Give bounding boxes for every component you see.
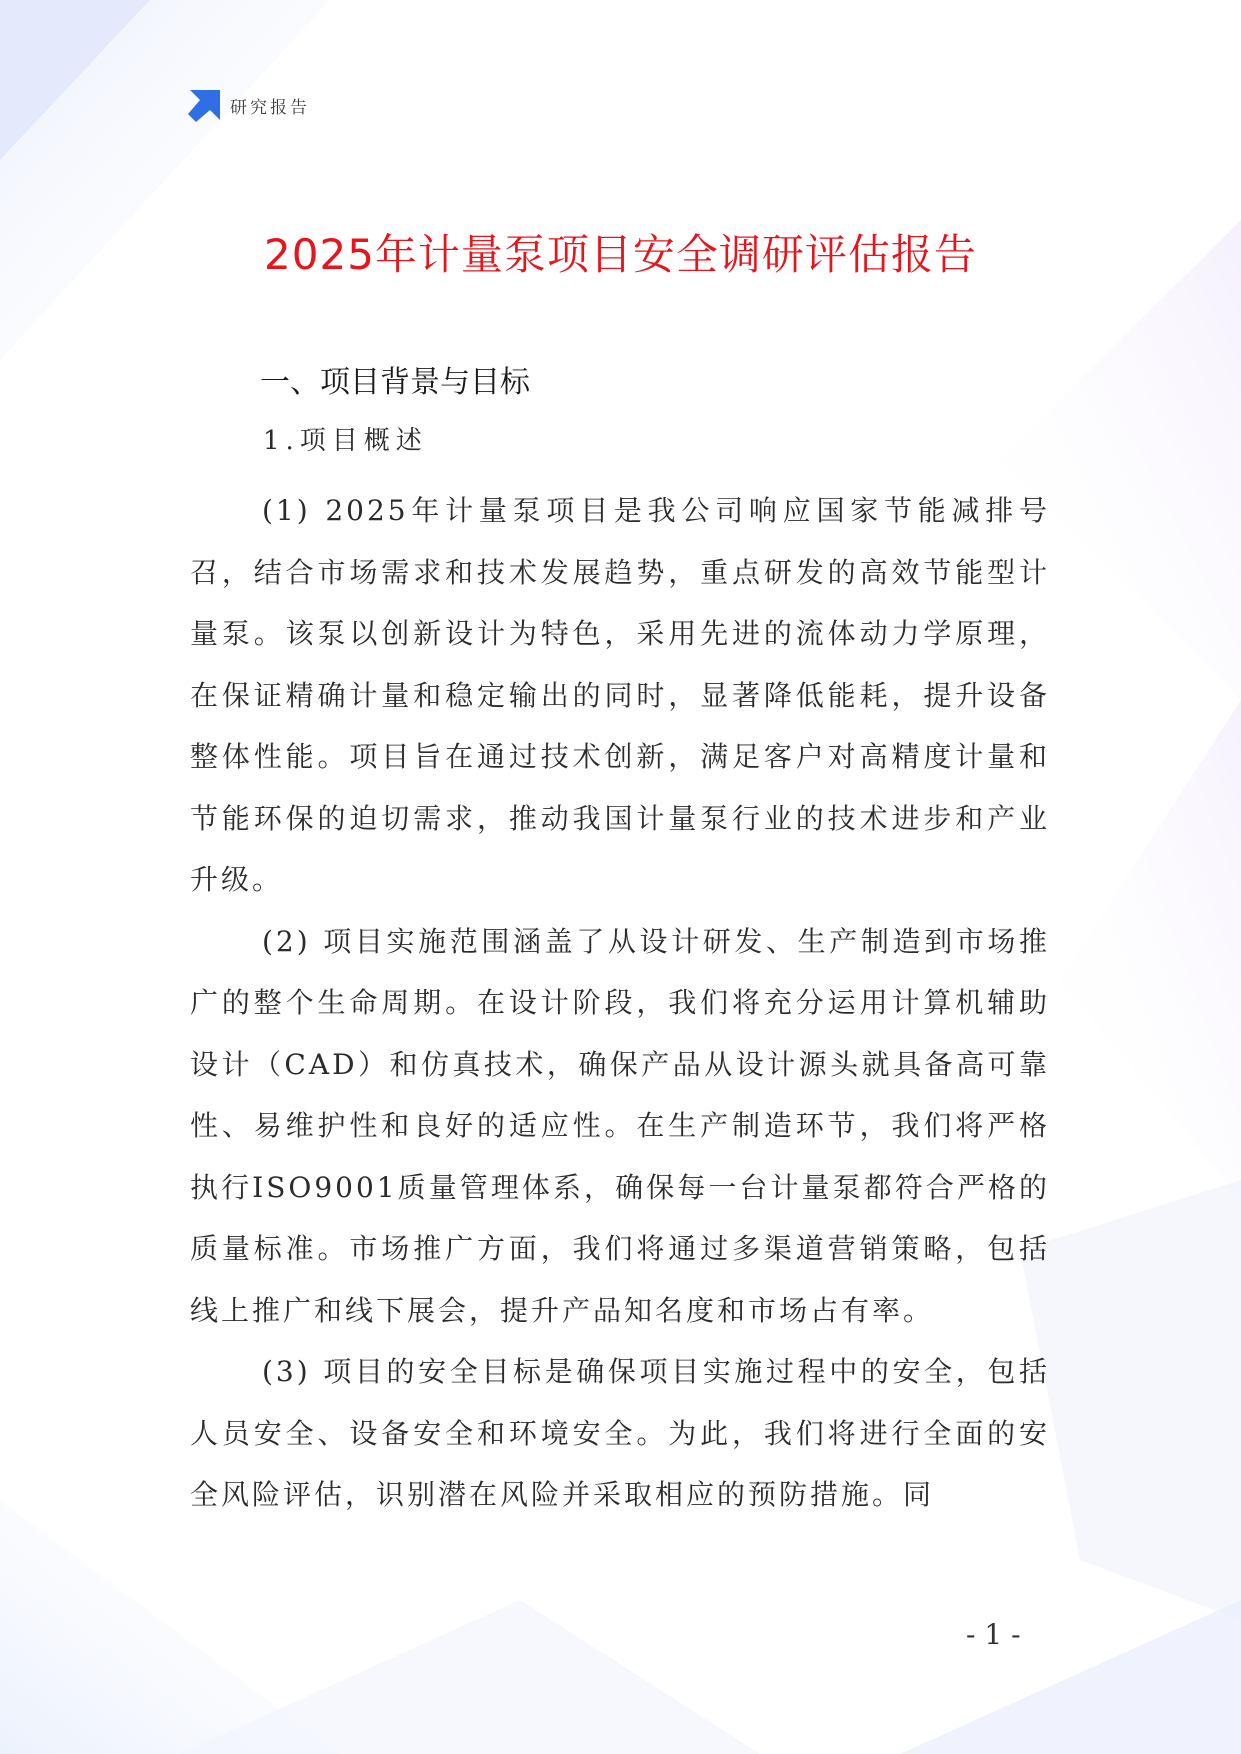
document-header xyxy=(186,88,310,122)
page-number: - 1 - xyxy=(966,1618,1021,1651)
subsection-heading: 1.项目概述 xyxy=(263,426,428,456)
paragraph: (1) 2025年计量泵项目是我公司响应国家节能减排号召，结合市场需求和技术发展趋势，重点研发的高效节能型计量泵。该泵以创新设计为特色，采用先进的流体动力学原理，在保证精确计量和稳定输出的同时，显著降低能耗，提升设备整体性能。项目旨在通过技术创新，满足客户对高精度计量和节能环保的迫切需求，推动我国计量泵行业的技术进步和产业升级。 xyxy=(190,494,1050,896)
arrow-up-right-icon xyxy=(186,88,222,122)
section-heading: 一、项目背景与目标 xyxy=(260,365,530,400)
document-title: 2025年计量泵项目安全调研评估报告 xyxy=(264,230,977,279)
document-body xyxy=(190,480,1050,1526)
paragraph: (3) 项目的安全目标是确保项目实施过程中的安全，包括人员安全、设备安全和环境安全。为此，我们将进行全面的安全风险评估，识别潜在风险并采取相应的预防措施。同 xyxy=(190,1355,1050,1511)
header-label: 研究报告 xyxy=(230,97,310,118)
paragraph: (2) 项目实施范围涵盖了从设计研发、生产制造到市场推广的整个生命周期。在设计阶段，我们将充分运用计算机辅助设计（CAD）和仿真技术，确保产品从设计源头就具备高可靠性、易维护性和良好的适应性。在生产制造环节，我们将严格执行ISO9001质量管理体系，确保每一台计量泵都符合严格的质量标准。市场推广方面，我们将通过多渠道营销策略，包括线上推广和线下展会，提升产品知名度和市场占有率。 xyxy=(190,924,1050,1327)
